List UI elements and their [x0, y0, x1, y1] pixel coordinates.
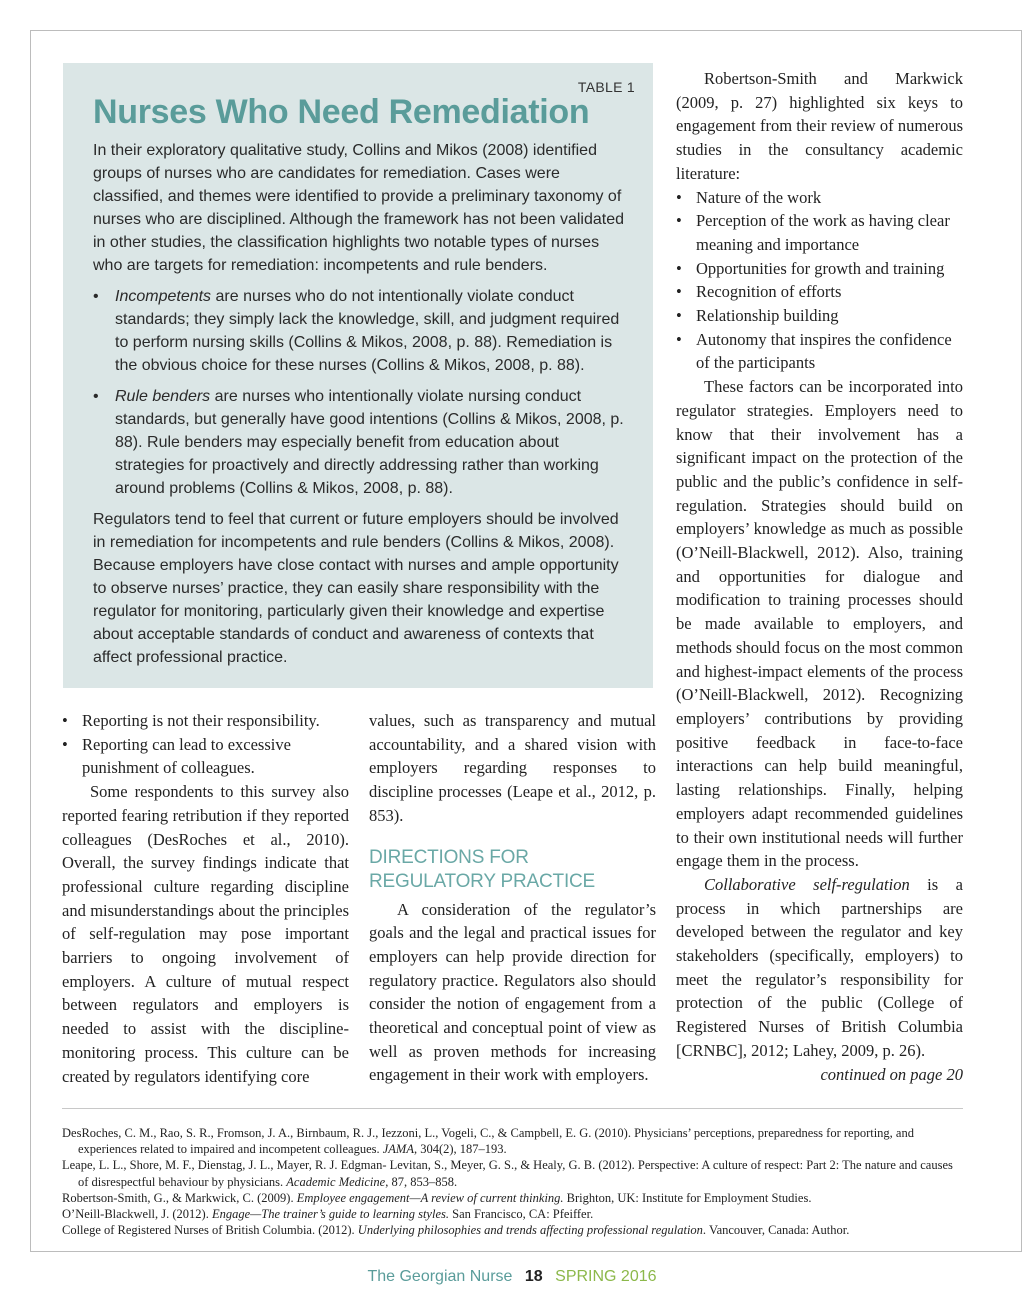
- bullet-term: Rule benders: [115, 388, 211, 405]
- sidebar-closing: Regulators tend to feel that current or future employers should be involved in remediation for incompetents and rule benders (Collins & Mikos, 2008). Because employers have close contact with nurses and ample opportunity to observe nurses’ practice, they can easily share responsibility with the regulator for monitoring, particularly given their knowledge and expertise about acceptable standards of conduct and awareness of contexts that affect professional practice.: [93, 511, 619, 666]
- bullet-icon: •: [62, 734, 68, 754]
- col3-intro: Robertson-Smith and Markwick (2009, p. 27) highlighted six keys to engagement from their review of numerous studies in the consultancy academic literature:: [676, 69, 963, 183]
- column-2: [369, 709, 656, 1087]
- ref-text: Brighton, UK: Institute for Employment Studies.: [563, 1190, 812, 1205]
- sidebar-body: [93, 139, 631, 669]
- italic-term: Collaborative self-regulation: [704, 874, 910, 894]
- list-item-text: Reporting is not their responsibility.: [82, 711, 320, 730]
- bullet-icon: •: [676, 258, 682, 278]
- column-1: [62, 709, 349, 1088]
- bullet-icon: •: [676, 306, 682, 326]
- bullet-icon: •: [93, 388, 99, 405]
- ref-text: College of Registered Nurses of British Columbia. (2012).: [62, 1223, 358, 1238]
- col3-paragraph-2-text: is a process in which partnerships are developed between the regulator and key stakeholders (specifically, employers) to meet the regulator’s responsibility for protection of the public (College of Registered Nurses of British Columbia [CRNBC], 2012; Lahey, 2009, p. 26).: [676, 874, 963, 1060]
- reference-item: [62, 1190, 963, 1206]
- references-divider: [62, 1108, 963, 1109]
- ref-text: DesRoches, C. M., Rao, S. R., Fromson, J. A., Birnbaum, R. J., Iezzoni, L., Vogeli, C., & Campbell, E. G. (2010). Physicians’ perceptions, preparedness for reporting, and experiences related to impaired and incompetent colleagues.: [62, 1126, 914, 1157]
- page-footer: [0, 1268, 1024, 1286]
- list-item-text: Recognition of efforts: [696, 282, 842, 302]
- bullet-icon: •: [676, 211, 682, 231]
- column-3: [676, 67, 963, 1086]
- list-item: [676, 186, 963, 210]
- col3-bullets: [676, 186, 963, 376]
- page-number: 18: [524, 1268, 543, 1285]
- ref-text: , 87, 853–858.: [385, 1174, 458, 1189]
- reference-item: [62, 1125, 963, 1157]
- publication-name: The Georgian Nurse: [367, 1268, 513, 1285]
- sidebar-intro: In their exploratory qualitative study, Collins and Mikos (2008) identified groups of nurses who are candidates for remediation. Cases were classified, and themes were identified to provide a preliminary taxonomy of nurses who are disciplined. Although the framework has not been validated in other studies, the classification highlights two notable types of nurses who are targets for remediation: incompetents and rule benders.: [93, 142, 624, 274]
- reference-item: [62, 1157, 963, 1189]
- bullet-icon: •: [93, 288, 99, 305]
- list-item: [676, 209, 963, 256]
- section-heading: DIRECTIONS FOR REGULATORY PRACTICE: [369, 846, 596, 892]
- ref-title: Underlying philosophies and trends affecting professional regulation: [357, 1223, 703, 1238]
- list-item: [676, 304, 963, 328]
- reference-item: [62, 1206, 963, 1222]
- ref-text: , 304(2), 187–193.: [413, 1142, 507, 1157]
- list-item-text: Opportunities for growth and training: [696, 258, 945, 278]
- ref-title: Academic Medicine: [286, 1174, 386, 1189]
- col3-paragraph-2: [676, 873, 963, 1063]
- continued-note: continued on page 20: [820, 1064, 963, 1084]
- list-item: [676, 280, 963, 304]
- col2-paragraph-1: values, such as transparency and mutual accountability, and a shared vision with employers regarding responses to discipline processes (Leape et al., 2012, p. 853).: [369, 711, 656, 825]
- bullet-icon: •: [676, 187, 682, 207]
- col2-paragraph-2: A consideration of the regulator’s goals and the legal and practical issues for employers can help provide direction for regulatory practice. Regulators also should consider the notion of engagement from a theoretical and conceptual point of view as well as proven methods for increasing engagement in their work with employers.: [369, 899, 656, 1085]
- sidebar-bullet-incompetents: [93, 285, 631, 377]
- bullet-icon: •: [676, 282, 682, 302]
- list-item-text: Nature of the work: [696, 187, 822, 207]
- bullet-text: are nurses who intentionally violate nursing conduct standards, but generally have good intentions (Collins & Mikos, 2008, p. 88). Rule benders may especially benefit from education about strategies for proactively and directly addressing rather than working around problems (Collins & Mikos, 2008, p. 88).: [115, 388, 624, 497]
- ref-text: O’Neill-Blackwell, J. (2012).: [62, 1207, 212, 1222]
- ref-title: Employee engagement—A review of current thinking.: [296, 1190, 564, 1205]
- reference-item: [62, 1222, 963, 1238]
- ref-text: San Francisco, CA: Pfeiffer.: [449, 1207, 594, 1222]
- list-item-text: Reporting can lead to excessive punishment of colleagues.: [82, 734, 291, 778]
- col1-paragraph: Some respondents to this survey also reported fearing retribution if they reported colleagues (DesRoches et al., 2010). Overall, the survey findings indicate that professional culture regarding discipline and misunderstandings about the principles of self-regulation may pose important barriers to ongoing involvement of employers. A culture of mutual respect between regulators and employers is needed to assist with the discipline-monitoring process. This culture can be created by regulators identifying core: [62, 782, 349, 1086]
- ref-text: . Vancouver, Canada: Author.: [702, 1223, 850, 1238]
- list-item: [676, 257, 963, 281]
- bullet-icon: •: [676, 329, 682, 349]
- ref-title: Engage—The trainer’s guide to learning styles.: [211, 1207, 449, 1222]
- ref-title: JAMA: [382, 1142, 414, 1157]
- bullet-term: Incompetents: [115, 288, 212, 305]
- sidebar-bullets: [93, 285, 631, 500]
- references: [62, 1125, 963, 1238]
- table-label: TABLE 1: [577, 79, 635, 95]
- sidebar-box: [63, 63, 653, 688]
- sidebar-bullet-rule-benders: [93, 385, 631, 500]
- ref-text: Robertson-Smith, G., & Markwick, C. (2009).: [62, 1190, 297, 1205]
- bullet-icon: •: [62, 711, 68, 730]
- list-item: [62, 733, 349, 780]
- sidebar-title: Nurses Who Need Remediation: [93, 93, 590, 131]
- col3-paragraph: These factors can be incorporated into regulator strategies. Employers need to know that their involvement has a significant impact on the protection of the public and the public’s confidence in self-regulation. Strategies should build on employers’ knowledge as much as possible (O’Neill-Blackwell, 2012). Also, training and opportunities for dialogue and modification to training processes should be made available to employers, and methods should focus on the most common and highest-impact elements of the process (O’Neill-Blackwell, 2012). Recognizing employers’ contributions by providing positive feedback in face-to-face interactions can help build meaningful, lasting relationships. Finally, helping employers adapt recommended guidelines to their own institutional needs will further engage them in the process.: [676, 377, 963, 871]
- col1-bullets: [62, 709, 349, 780]
- list-item: [62, 709, 349, 733]
- list-item-text: Autonomy that inspires the confidence of the participants: [696, 329, 952, 373]
- issue-season: SPRING 2016: [555, 1268, 657, 1285]
- list-item-text: Relationship building: [696, 306, 839, 326]
- list-item-text: Perception of the work as having clear meaning and importance: [696, 211, 950, 254]
- list-item: [676, 328, 963, 375]
- ref-text: Leape, L. L., Shore, M. F., Dienstag, J. L., Mayer, R. J. Edgman- Levitan, S., Meyer, G. S., & Healy, G. B. (2012). Perspective: A culture of respect: Part 2: The nature and causes of disrespectful behaviour by physicians.: [62, 1158, 953, 1189]
- bullet-text: are nurses who do not intentionally violate conduct standards; they simply lack the knowledge, skill, and judgment required to perform nursing skills (Collins & Mikos, 2008, p. 88). Remediation is the obvious choice for these nurses (Collins & Mikos, 2008, p. 88).: [115, 288, 620, 374]
